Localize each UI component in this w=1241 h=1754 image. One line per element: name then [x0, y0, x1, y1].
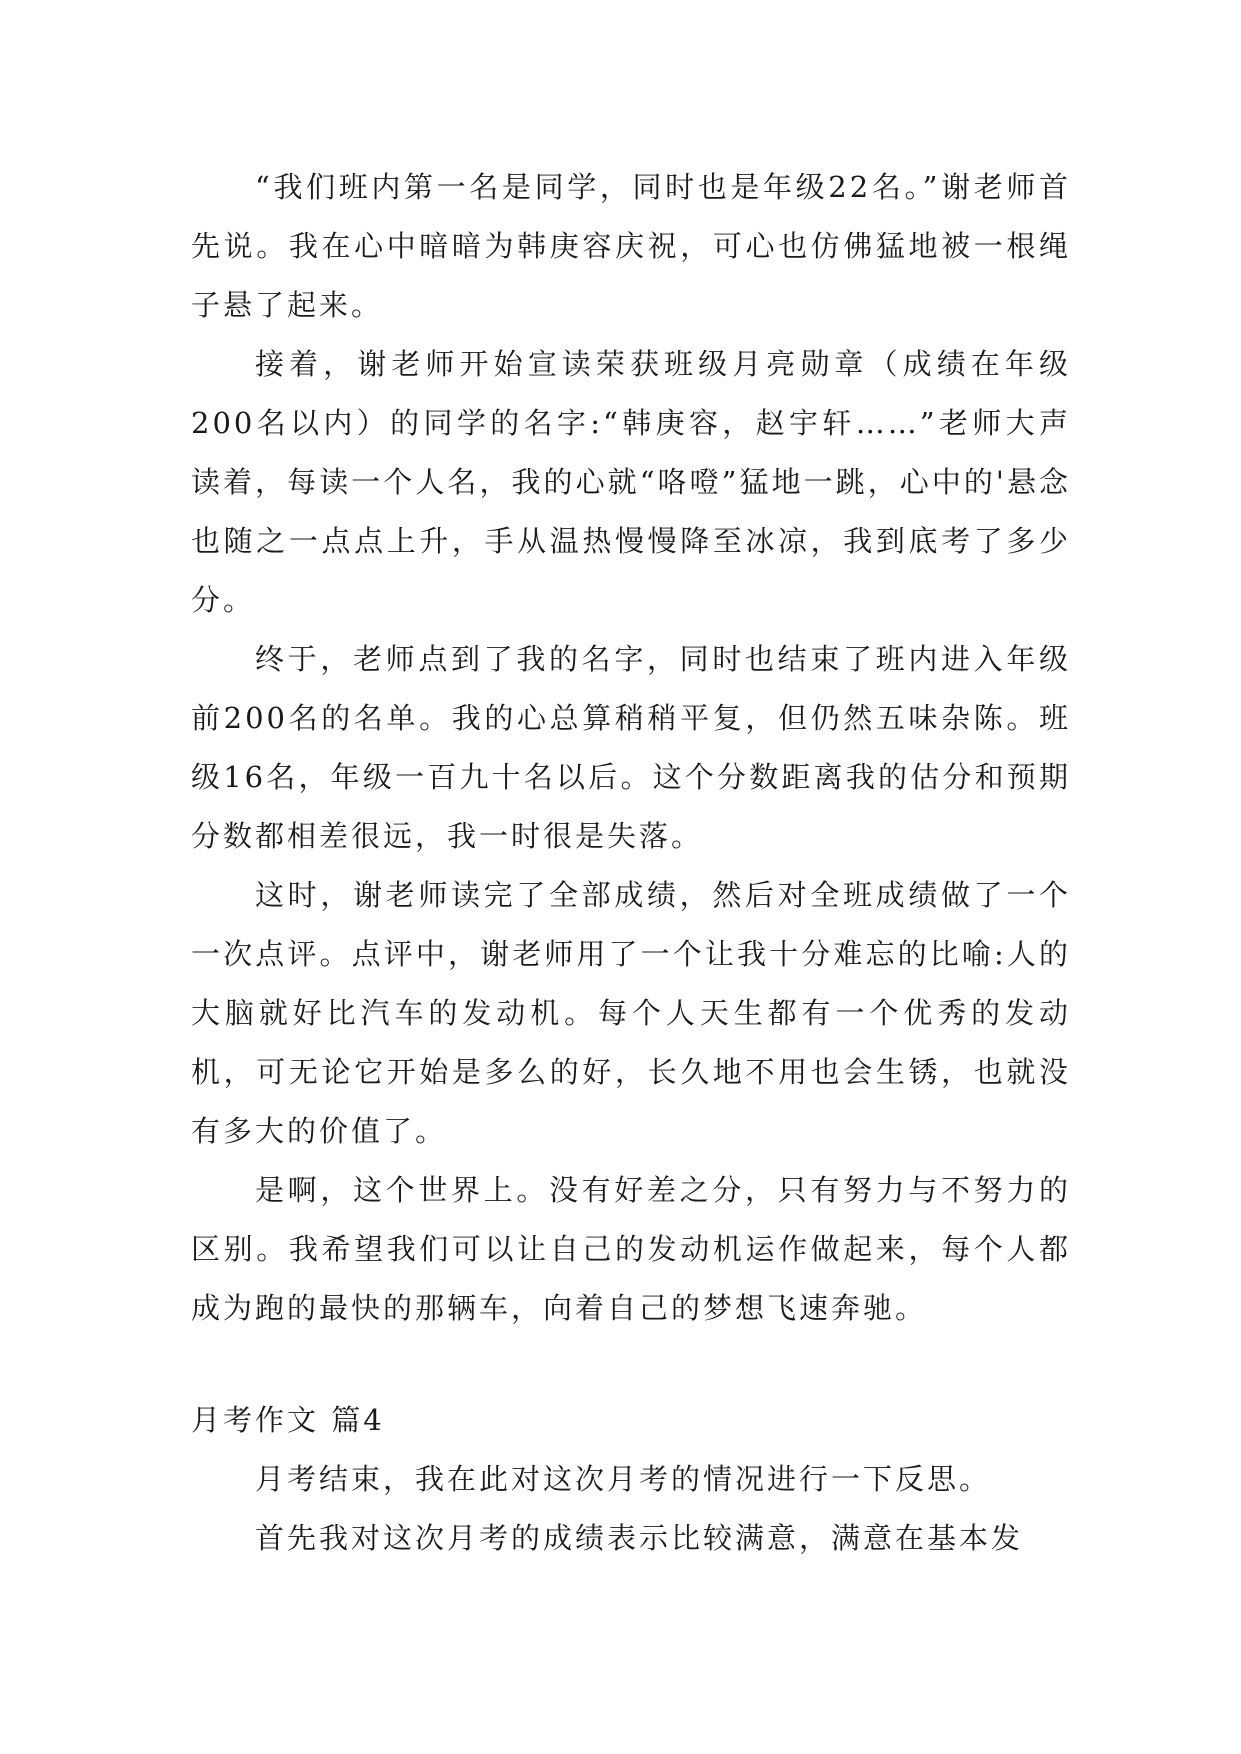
paragraph-2: 接着，谢老师开始宣读荣获班级月亮勋章（成绩在年级200名以内）的同学的名字:“韩庚容，赵宇轩……”老师大声读着，每读一个人名，我的心就“咯噔”猛地一跳，心中的'悬念也随之一点点上升，手从温热慢慢降至冰凉，我到底考了多少分。 — [191, 347, 1071, 617]
document-body — [191, 158, 1071, 1568]
paragraph-7: 首先我对这次月考的成绩表示比较满意，满意在基本发 — [255, 1521, 1024, 1555]
paragraph-6: 月考结束，我在此对这次月考的情况进行一下反思。 — [255, 1462, 992, 1496]
section-heading: 月考作文 篇4 — [191, 1403, 385, 1437]
paragraph-4: 这时，谢老师读完了全部成绩，然后对全班成绩做了一个一次点评。点评中，谢老师用了一个让我十分难忘的比喻:人的大脑就好比汽车的发动机。每个人天生都有一个优秀的发动机，可无论它开始是多么的好，长久地不用也会生锈，也就没有多大的价值了。 — [191, 878, 1071, 1148]
section-gap — [191, 1338, 1071, 1391]
paragraph-1: “我们班内第一名是同学，同时也是年级22名。”谢老师首先说。我在心中暗暗为韩庚容庆祝，可心也仿佛猛地被一根绳子悬了起来。 — [191, 170, 1071, 322]
paragraph-3: 终于，老师点到了我的名字，同时也结束了班内进入年级前200名的名单。我的心总算稍稍平复，但仍然五味杂陈。班级16名，年级一百九十名以后。这个分数距离我的估分和预期分数都相差很远，我一时很是失落。 — [191, 642, 1071, 853]
paragraph-5: 是啊，这个世界上。没有好差之分，只有努力与不努力的区别。我希望我们可以让自己的发动机运作做起来，每个人都成为跑的最快的那辆车，向着自己的梦想飞速奔驰。 — [191, 1173, 1071, 1325]
